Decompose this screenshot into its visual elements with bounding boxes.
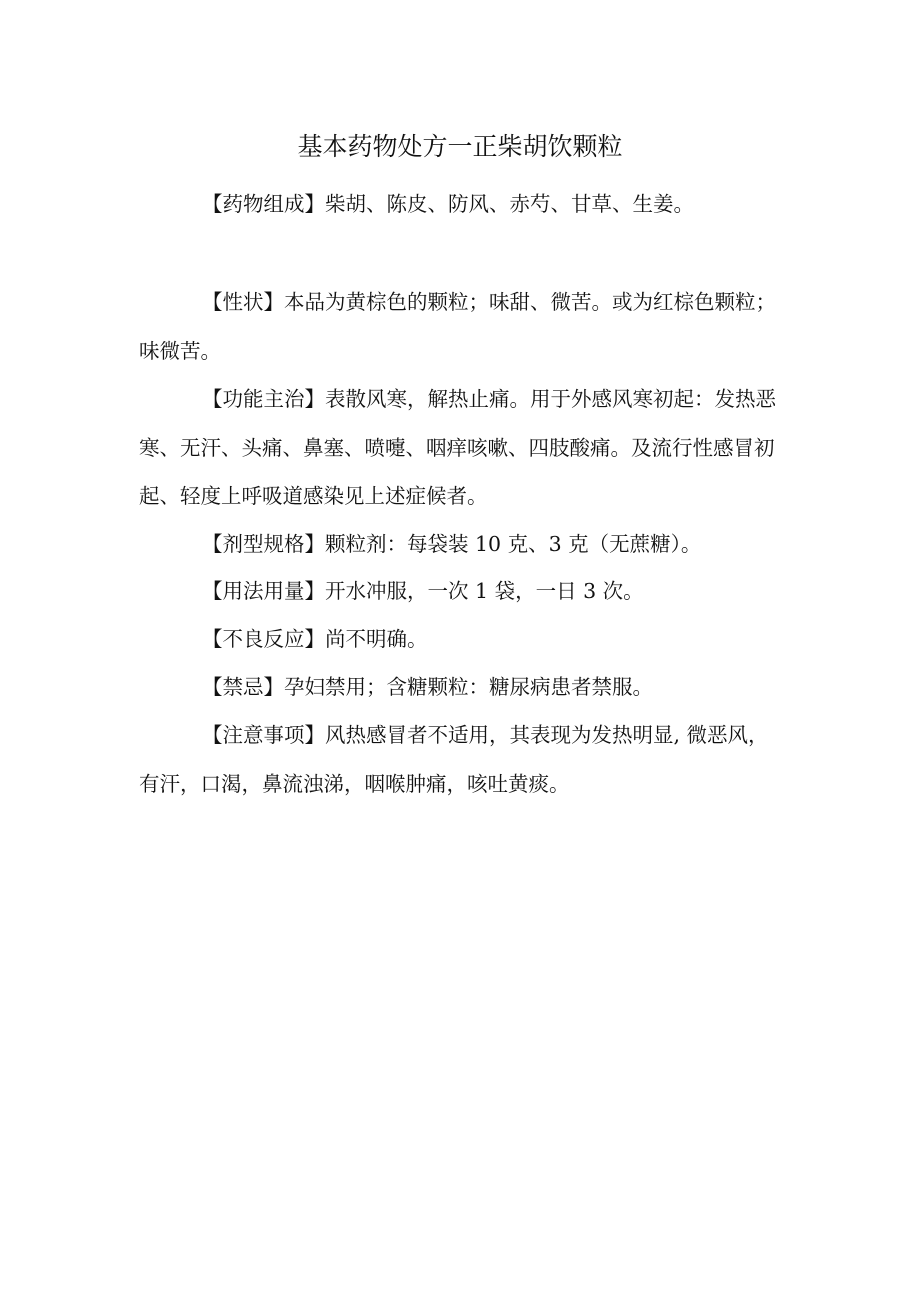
section-label: 【性状】 (202, 290, 284, 314)
section-text: 颗粒剂：每袋装 10 克、3 克（无蔗糖）。 (325, 532, 702, 556)
section-indications (139, 375, 779, 521)
section-text: 表散风寒，解热止痛。用于外感风寒初起：发热恶寒、无汗、头痛、鼻塞、喷嚏、咽痒咳嗽、四肢酸痛。及流行性感冒初起、轻度上呼吸道感染见上述症候者。 (139, 387, 776, 508)
section-usage (139, 567, 779, 616)
section-text: 本品为黄棕色的颗粒；味甜、微苦。或为红棕色颗粒；味微苦。 (139, 290, 776, 363)
section-label: 【功能主治】 (202, 387, 325, 411)
section-text: 柴胡、陈皮、防风、赤芍、甘草、生姜。 (325, 192, 694, 216)
section-label: 【用法用量】 (202, 579, 325, 603)
document-title: 基本药物处方一正柴胡饮颗粒 (297, 132, 623, 161)
section-text: 孕妇禁用；含糖颗粒：糖尿病患者禁服。 (284, 675, 653, 699)
section-text: 开水冲服，一次 1 袋，一日 3 次。 (325, 579, 644, 603)
section-label: 【不良反应】 (202, 627, 325, 651)
section-text: 尚不明确。 (325, 627, 428, 651)
section-appearance (139, 278, 779, 375)
section-precautions (139, 711, 779, 808)
section-label: 【剂型规格】 (202, 532, 325, 556)
section-label: 【禁忌】 (202, 675, 284, 699)
section-specification (139, 520, 779, 569)
section-text: 风热感冒者不适用，其表现为发热明显, 微恶风，有汗，口渴，鼻流浊涕，咽喉肿痛，咳吐黄痰。 (139, 723, 769, 796)
section-contraindications (139, 663, 779, 712)
section-adverse-reactions (139, 615, 779, 664)
section-composition (139, 180, 779, 229)
section-label: 【注意事项】 (202, 723, 325, 747)
section-label: 【药物组成】 (202, 192, 325, 216)
